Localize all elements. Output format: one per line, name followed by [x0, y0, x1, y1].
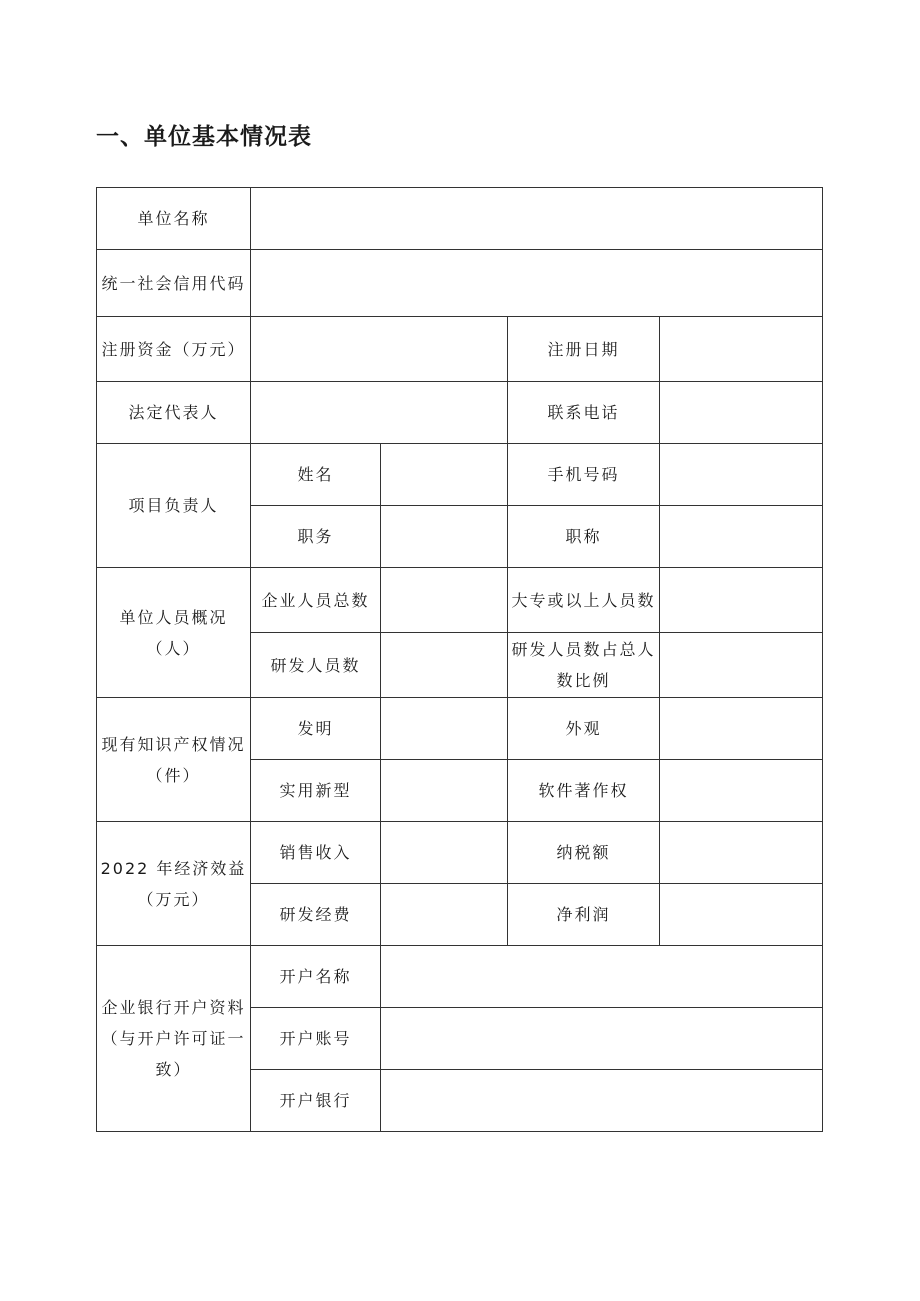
bank-label-line2: （与开户许可证一: [101, 1029, 246, 1048]
reg-date-field[interactable]: [660, 317, 823, 382]
contact-phone-label: 联系电话: [508, 382, 660, 444]
econ-rd-cost-label: 研发经费: [251, 884, 381, 946]
ip-utility-field[interactable]: [381, 760, 508, 822]
ip-invention-label: 发明: [251, 698, 381, 760]
ip-software-field[interactable]: [660, 760, 823, 822]
contact-phone-field[interactable]: [660, 382, 823, 444]
reg-capital-label: 注册资金（万元）: [97, 317, 251, 382]
lead-mobile-field[interactable]: [660, 444, 823, 506]
econ-tax-field[interactable]: [660, 822, 823, 884]
rd-ratio-line1: 研发人员数占总人: [511, 640, 656, 659]
lead-name-label: 姓名: [251, 444, 381, 506]
staff-rd-field[interactable]: [381, 633, 508, 698]
project-lead-label: 项目负责人: [97, 444, 251, 568]
staff-total-label: 企业人员总数: [251, 568, 381, 633]
staff-label-line1: 单位人员概况: [119, 607, 228, 627]
unit-name-field[interactable]: [251, 188, 823, 250]
ip-label: [97, 698, 251, 822]
row-ip-1: [97, 698, 823, 760]
bank-label: [97, 946, 251, 1132]
lead-position-label: 职务: [251, 506, 381, 568]
ip-design-field[interactable]: [660, 698, 823, 760]
rd-ratio-line2: 数比例: [556, 671, 611, 690]
credit-code-field[interactable]: [251, 250, 823, 317]
row-reg-capital: [97, 317, 823, 382]
staff-rd-label: 研发人员数: [251, 633, 381, 698]
lead-title-label: 职称: [508, 506, 660, 568]
credit-code-label: 统一社会信用代码: [97, 250, 251, 317]
bank-account-name-field[interactable]: [381, 946, 823, 1008]
econ-net-profit-label: 净利润: [508, 884, 660, 946]
bank-account-no-label: 开户账号: [251, 1008, 381, 1070]
unit-name-label: 单位名称: [97, 188, 251, 250]
row-credit-code: [97, 250, 823, 317]
reg-date-label: 注册日期: [508, 317, 660, 382]
staff-college-label: 大专或以上人员数: [508, 568, 660, 633]
ip-design-label: 外观: [508, 698, 660, 760]
bank-label-line1: 企业银行开户资料: [101, 998, 246, 1017]
ip-label-line2: （件）: [146, 765, 201, 785]
row-project-lead-1: [97, 444, 823, 506]
bank-label-line3: 致）: [155, 1060, 192, 1079]
ip-utility-label: 实用新型: [251, 760, 381, 822]
ip-invention-field[interactable]: [381, 698, 508, 760]
econ-sales-field[interactable]: [381, 822, 508, 884]
ip-label-line1: 现有知识产权情况: [101, 734, 246, 754]
bank-account-no-field[interactable]: [381, 1008, 823, 1070]
econ-net-profit-field[interactable]: [660, 884, 823, 946]
unit-info-table: [96, 187, 823, 1132]
ip-software-label: 软件著作权: [508, 760, 660, 822]
row-unit-name: [97, 188, 823, 250]
reg-capital-field[interactable]: [251, 317, 508, 382]
lead-title-field[interactable]: [660, 506, 823, 568]
econ-tax-label: 纳税额: [508, 822, 660, 884]
row-bank-1: [97, 946, 823, 1008]
row-legal-rep: [97, 382, 823, 444]
staff-total-field[interactable]: [381, 568, 508, 633]
staff-rd-ratio-field[interactable]: [660, 633, 823, 698]
legal-rep-field[interactable]: [251, 382, 508, 444]
bank-name-label: 开户银行: [251, 1070, 381, 1132]
bank-account-name-label: 开户名称: [251, 946, 381, 1008]
econ-sales-label: 销售收入: [251, 822, 381, 884]
staff-rd-ratio-label: [508, 633, 660, 698]
page-title: 一、单位基本情况表: [96, 124, 312, 150]
lead-mobile-label: 手机号码: [508, 444, 660, 506]
econ-label: [97, 822, 251, 946]
econ-label-line1: 2022 年经济效益: [100, 858, 247, 878]
row-staff-1: [97, 568, 823, 633]
lead-name-field[interactable]: [381, 444, 508, 506]
econ-rd-cost-field[interactable]: [381, 884, 508, 946]
lead-position-field[interactable]: [381, 506, 508, 568]
legal-rep-label: 法定代表人: [97, 382, 251, 444]
row-econ-1: [97, 822, 823, 884]
staff-college-field[interactable]: [660, 568, 823, 633]
econ-label-line2: （万元）: [137, 889, 210, 909]
bank-name-field[interactable]: [381, 1070, 823, 1132]
staff-label: [97, 568, 251, 698]
staff-label-line2: （人）: [146, 638, 201, 658]
